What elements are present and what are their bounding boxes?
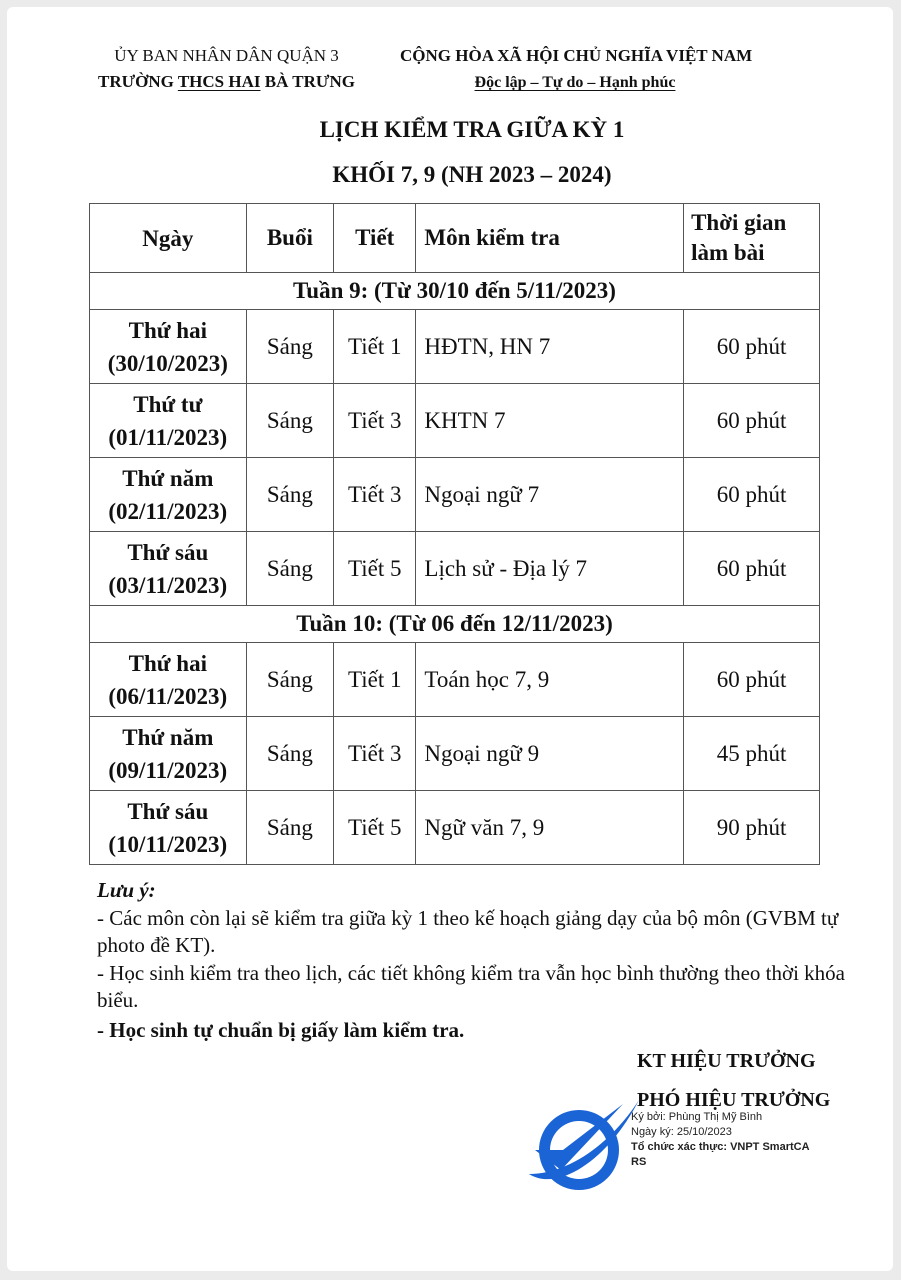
document-title: LỊCH KIỂM TRA GIỮA KỲ 1 <box>319 117 625 142</box>
col-header-subject: Môn kiểm tra <box>416 204 684 273</box>
vnpt-logo-icon <box>527 1092 645 1192</box>
period-cell: Tiết 5 <box>334 532 416 606</box>
day-cell <box>90 791 247 865</box>
day-cell <box>90 384 247 458</box>
table-row <box>90 717 820 791</box>
notes-title: Lưu ý: <box>97 878 156 902</box>
duration-cell: 90 phút <box>684 791 820 865</box>
duration-cell: 60 phút <box>684 384 820 458</box>
session-cell: Sáng <box>246 458 333 532</box>
day-cell <box>90 717 247 791</box>
week-header-row <box>90 606 820 643</box>
note-item: - Các môn còn lại sẽ kiểm tra giữa kỳ 1 theo kế hoạch giảng dạy của bộ môn (GVBM tự photo đề KT). <box>97 905 839 957</box>
note-item: - Học sinh kiểm tra theo lịch, các tiết không kiểm tra vẫn học bình thường theo thời khóa biểu. <box>97 960 845 1012</box>
table-header-row <box>90 204 820 273</box>
school-name: TRƯỜNG THCS HAI BÀ TRƯNG <box>98 72 355 91</box>
day-cell <box>90 532 247 606</box>
day-date: (03/11/2023) <box>108 572 228 598</box>
period-cell: Tiết 1 <box>334 310 416 384</box>
session-cell: Sáng <box>246 532 333 606</box>
document-page <box>7 7 893 1271</box>
document-subtitle: KHỐI 7, 9 (NH 2023 – 2024) <box>332 162 612 187</box>
duration-cell: 60 phút <box>684 458 820 532</box>
signature-role: PHÓ HIỆU TRƯỞNG <box>637 1089 831 1111</box>
subject-cell: Ngoại ngữ 7 <box>416 458 684 532</box>
subject-cell: Toán học 7, 9 <box>416 643 684 717</box>
col-header-period: Tiết <box>334 204 416 273</box>
day-name: Thứ hai <box>128 650 207 676</box>
table-row <box>90 532 820 606</box>
day-cell <box>90 458 247 532</box>
period-cell: Tiết 3 <box>334 717 416 791</box>
table-row <box>90 384 820 458</box>
day-name: Thứ sáu <box>127 798 209 824</box>
period-cell: Tiết 5 <box>334 791 416 865</box>
duration-cell: 60 phút <box>684 532 820 606</box>
session-cell: Sáng <box>246 384 333 458</box>
duration-cell: 60 phút <box>684 310 820 384</box>
subject-cell: Ngoại ngữ 9 <box>416 717 684 791</box>
notes-section <box>97 877 887 1044</box>
sign-authority-suffix: RS <box>631 1156 647 1168</box>
authority-name: ỦY BAN NHÂN DÂN QUẬN 3 <box>114 46 339 65</box>
day-date: (30/10/2023) <box>107 350 228 376</box>
week-label: Tuần 10: (Từ 06 đến 12/11/2023) <box>90 606 820 643</box>
sign-date: Ngày ký: 25/10/2023 <box>631 1126 732 1138</box>
table-row <box>90 791 820 865</box>
subject-cell: Lịch sử - Địa lý 7 <box>416 532 684 606</box>
week-header-row <box>90 273 820 310</box>
duration-cell: 45 phút <box>684 717 820 791</box>
day-cell <box>90 643 247 717</box>
day-name: Thứ hai <box>128 317 207 343</box>
subject-cell: Ngữ văn 7, 9 <box>416 791 684 865</box>
day-cell <box>90 310 247 384</box>
day-name: Thứ năm <box>122 724 214 750</box>
session-cell: Sáng <box>246 717 333 791</box>
day-date: (09/11/2023) <box>108 757 228 783</box>
signer-name: Ký bởi: Phùng Thị Mỹ Bình <box>631 1111 763 1123</box>
day-name: Thứ sáu <box>127 539 209 565</box>
table-row <box>90 458 820 532</box>
digital-signature-info <box>631 1110 810 1170</box>
table-row <box>90 643 820 717</box>
session-cell: Sáng <box>246 643 333 717</box>
motto: Độc lập – Tự do – Hạnh phúc <box>474 74 676 91</box>
table-row <box>90 310 820 384</box>
week-label: Tuần 9: (Từ 30/10 đến 5/11/2023) <box>90 273 820 310</box>
day-date: (10/11/2023) <box>108 831 228 857</box>
period-cell: Tiết 3 <box>334 458 416 532</box>
col-header-day: Ngày <box>90 204 247 273</box>
session-cell: Sáng <box>246 310 333 384</box>
note-item-bold: - Học sinh tự chuẩn bị giấy làm kiểm tra. <box>97 1017 465 1042</box>
signature-title: KT HIỆU TRƯỞNG <box>637 1050 816 1072</box>
subject-cell: KHTN 7 <box>416 384 684 458</box>
day-date: (02/11/2023) <box>108 498 228 524</box>
sign-authority: Tổ chức xác thực: VNPT SmartCA <box>631 1141 810 1153</box>
country-name: CỘNG HÒA XÃ HỘI CHỦ NGHĨA VIỆT NAM <box>400 46 753 65</box>
day-name: Thứ năm <box>122 465 214 491</box>
period-cell: Tiết 1 <box>334 643 416 717</box>
session-cell: Sáng <box>246 791 333 865</box>
subject-cell: HĐTN, HN 7 <box>416 310 684 384</box>
duration-cell: 60 phút <box>684 643 820 717</box>
exam-schedule-table <box>89 203 820 865</box>
day-date: (06/11/2023) <box>108 683 228 709</box>
period-cell: Tiết 3 <box>334 384 416 458</box>
day-date: (01/11/2023) <box>108 424 228 450</box>
col-header-duration: Thời gian làm bài <box>684 204 820 273</box>
col-header-session: Buổi <box>246 204 333 273</box>
day-name: Thứ tư <box>133 391 203 417</box>
